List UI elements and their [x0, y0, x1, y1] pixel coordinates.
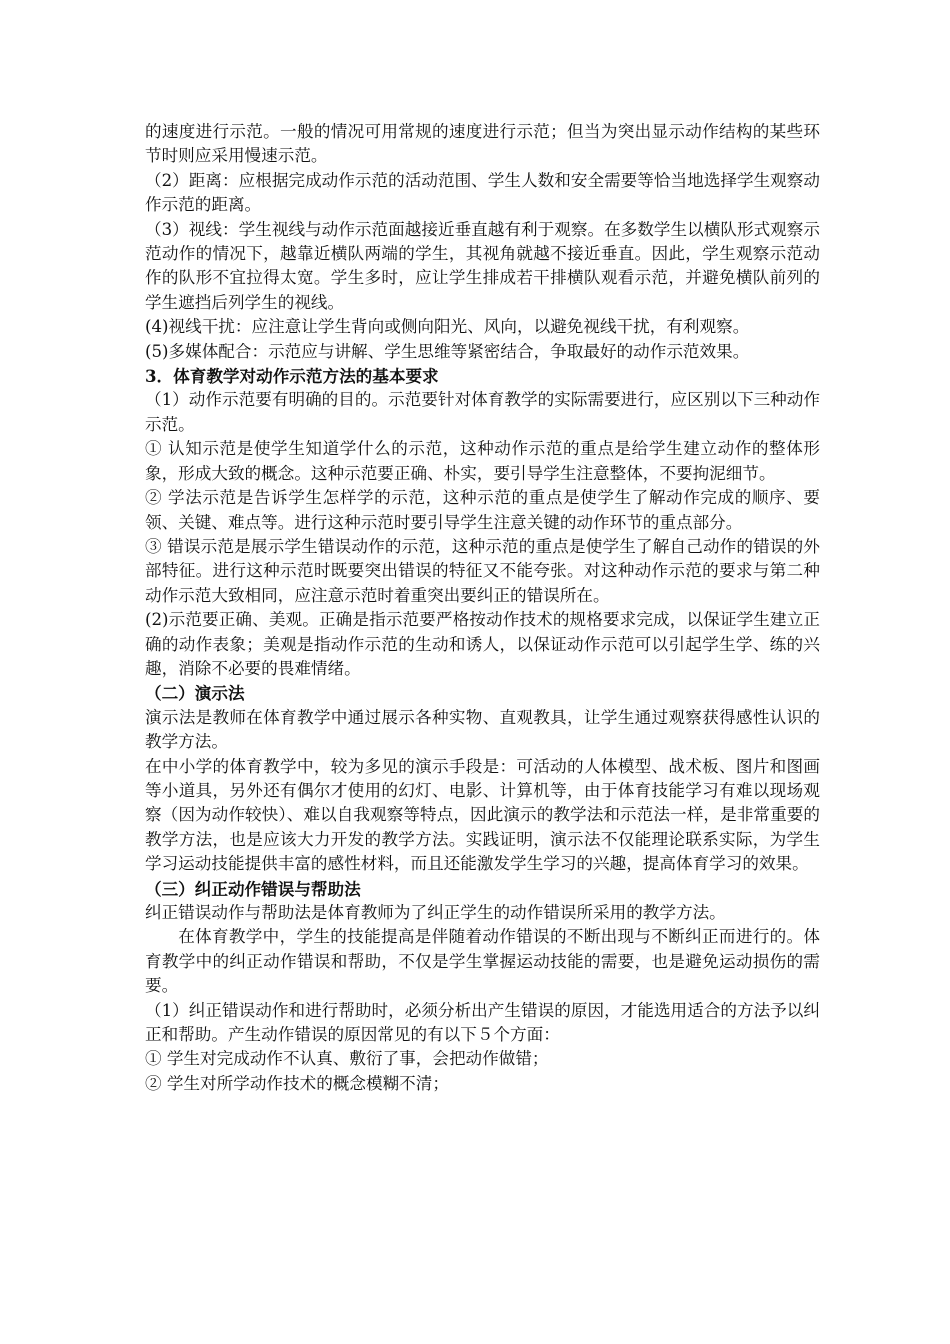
paragraph: （2）距离：应根据完成动作示范的活动范围、学生人数和安全需要等恰当地选择学生观察动作示范的距离。	[145, 170, 820, 215]
document-body	[145, 120, 820, 1096]
paragraph: ① 学生对完成动作不认真、敷衍了事，会把动作做错；	[145, 1049, 549, 1069]
section-heading: 3．体育教学对动作示范方法的基本要求	[145, 366, 439, 387]
paragraph: (5)多媒体配合：示范应与讲解、学生思维等紧密结合，争取最好的动作示范效果。	[145, 341, 750, 361]
paragraph: ① 认知示范是使学生知道学什么的示范，这种动作示范的重点是给学生建立动作的整体形象，形成大致的概念。这种示范要正确、朴实，要引导学生注意整体，不要拘泥细节。	[145, 439, 820, 483]
paragraph: ③ 错误示范是展示学生错误动作的示范，这种示范的重点是使学生了解自己动作的错误的外部特征。进行这种示范时既要突出错误的特征又不能夸张。对这种动作示范的要求与第二种动作示范大致相同，应注意示范时着重突出要纠正的错误所在。	[145, 536, 820, 605]
paragraph: （1）纠正错误动作和进行帮助时，必须分析出产生错误的原因，才能选用适合的方法予以纠正和帮助。产生动作错误的原因常见的有以下５个方面：	[145, 1000, 820, 1045]
section-heading: （三）纠正动作错误与帮助法	[145, 878, 361, 899]
paragraph: ② 学生对所学动作技术的概念模糊不清；	[145, 1073, 449, 1093]
paragraph: (4)视线干扰：应注意让学生背向或侧向阳光、风向，以避免视线干扰，有利观察。	[145, 317, 750, 337]
section-heading: （二）演示法	[145, 683, 245, 704]
paragraph: （1）动作示范要有明确的目的。示范要针对体育教学的实际需要进行，应区别以下三种动作示范。	[145, 390, 820, 434]
paragraph: 纠正错误动作与帮助法是体育教师为了纠正学生的动作错误所采用的教学方法。	[145, 903, 726, 922]
paragraph: （3）视线：学生视线与动作示范面越接近垂直越有利于观察。在多数学生以横队形式观察示范动作的情况下，越靠近横队两端的学生，其视角就越不接近垂直。因此，学生观察示范动作的队形不宜拉得太宽。学生多时，应让学生排成若干排横队观看示范，并避免横队前列的学生遮挡后列学生的视线。	[145, 219, 820, 312]
paragraph: 的速度进行示范。一般的情况可用常规的速度进行示范；但当为突出显示动作结构的某些环节时则应采用慢速示范。	[145, 122, 820, 166]
paragraph: (2)示范要正确、美观。正确是指示范要严格按动作技术的规格要求完成，以保证学生建立正确的动作表象；美观是指动作示范的生动和诱人，以保证动作示范可以引起学生学、练的兴趣，消除不必要的畏难情绪。	[145, 610, 820, 678]
paragraph: ② 学法示范是告诉学生怎样学的示范，这种示范的重点是使学生了解动作完成的顺序、要领、关键、难点等。进行这种示范时要引导学生注意关键的动作环节的重点部分。	[145, 488, 820, 532]
paragraph: 在体育教学中，学生的技能提高是伴随着动作错误的不断出现与不断纠正而进行的。体育教学中的纠正动作错误和帮助，不仅是学生掌握运动技能的需要，也是避免运动损伤的需要。	[145, 927, 820, 996]
paragraph: 演示法是教师在体育教学中通过展示各种实物、直观教具，让学生通过观察获得感性认识的教学方法。	[145, 707, 820, 752]
paragraph: 在中小学的体育教学中，较为多见的演示手段是：可活动的人体模型、战术板、图片和图画等小道具，另外还有偶尔才使用的幻灯、电影、计算机等，由于体育技能学习有难以现场观察（因为动作较快）、难以自我观察等特点，因此演示的教学法和示范法一样，是非常重要的教学方法，也是应该大力开发的教学方法。实践证明，演示法不仅能理论联系实际，为学生学习运动技能提供丰富的感性材料，而且还能激发学生学习的兴趣，提高体育学习的效果。	[145, 756, 820, 874]
